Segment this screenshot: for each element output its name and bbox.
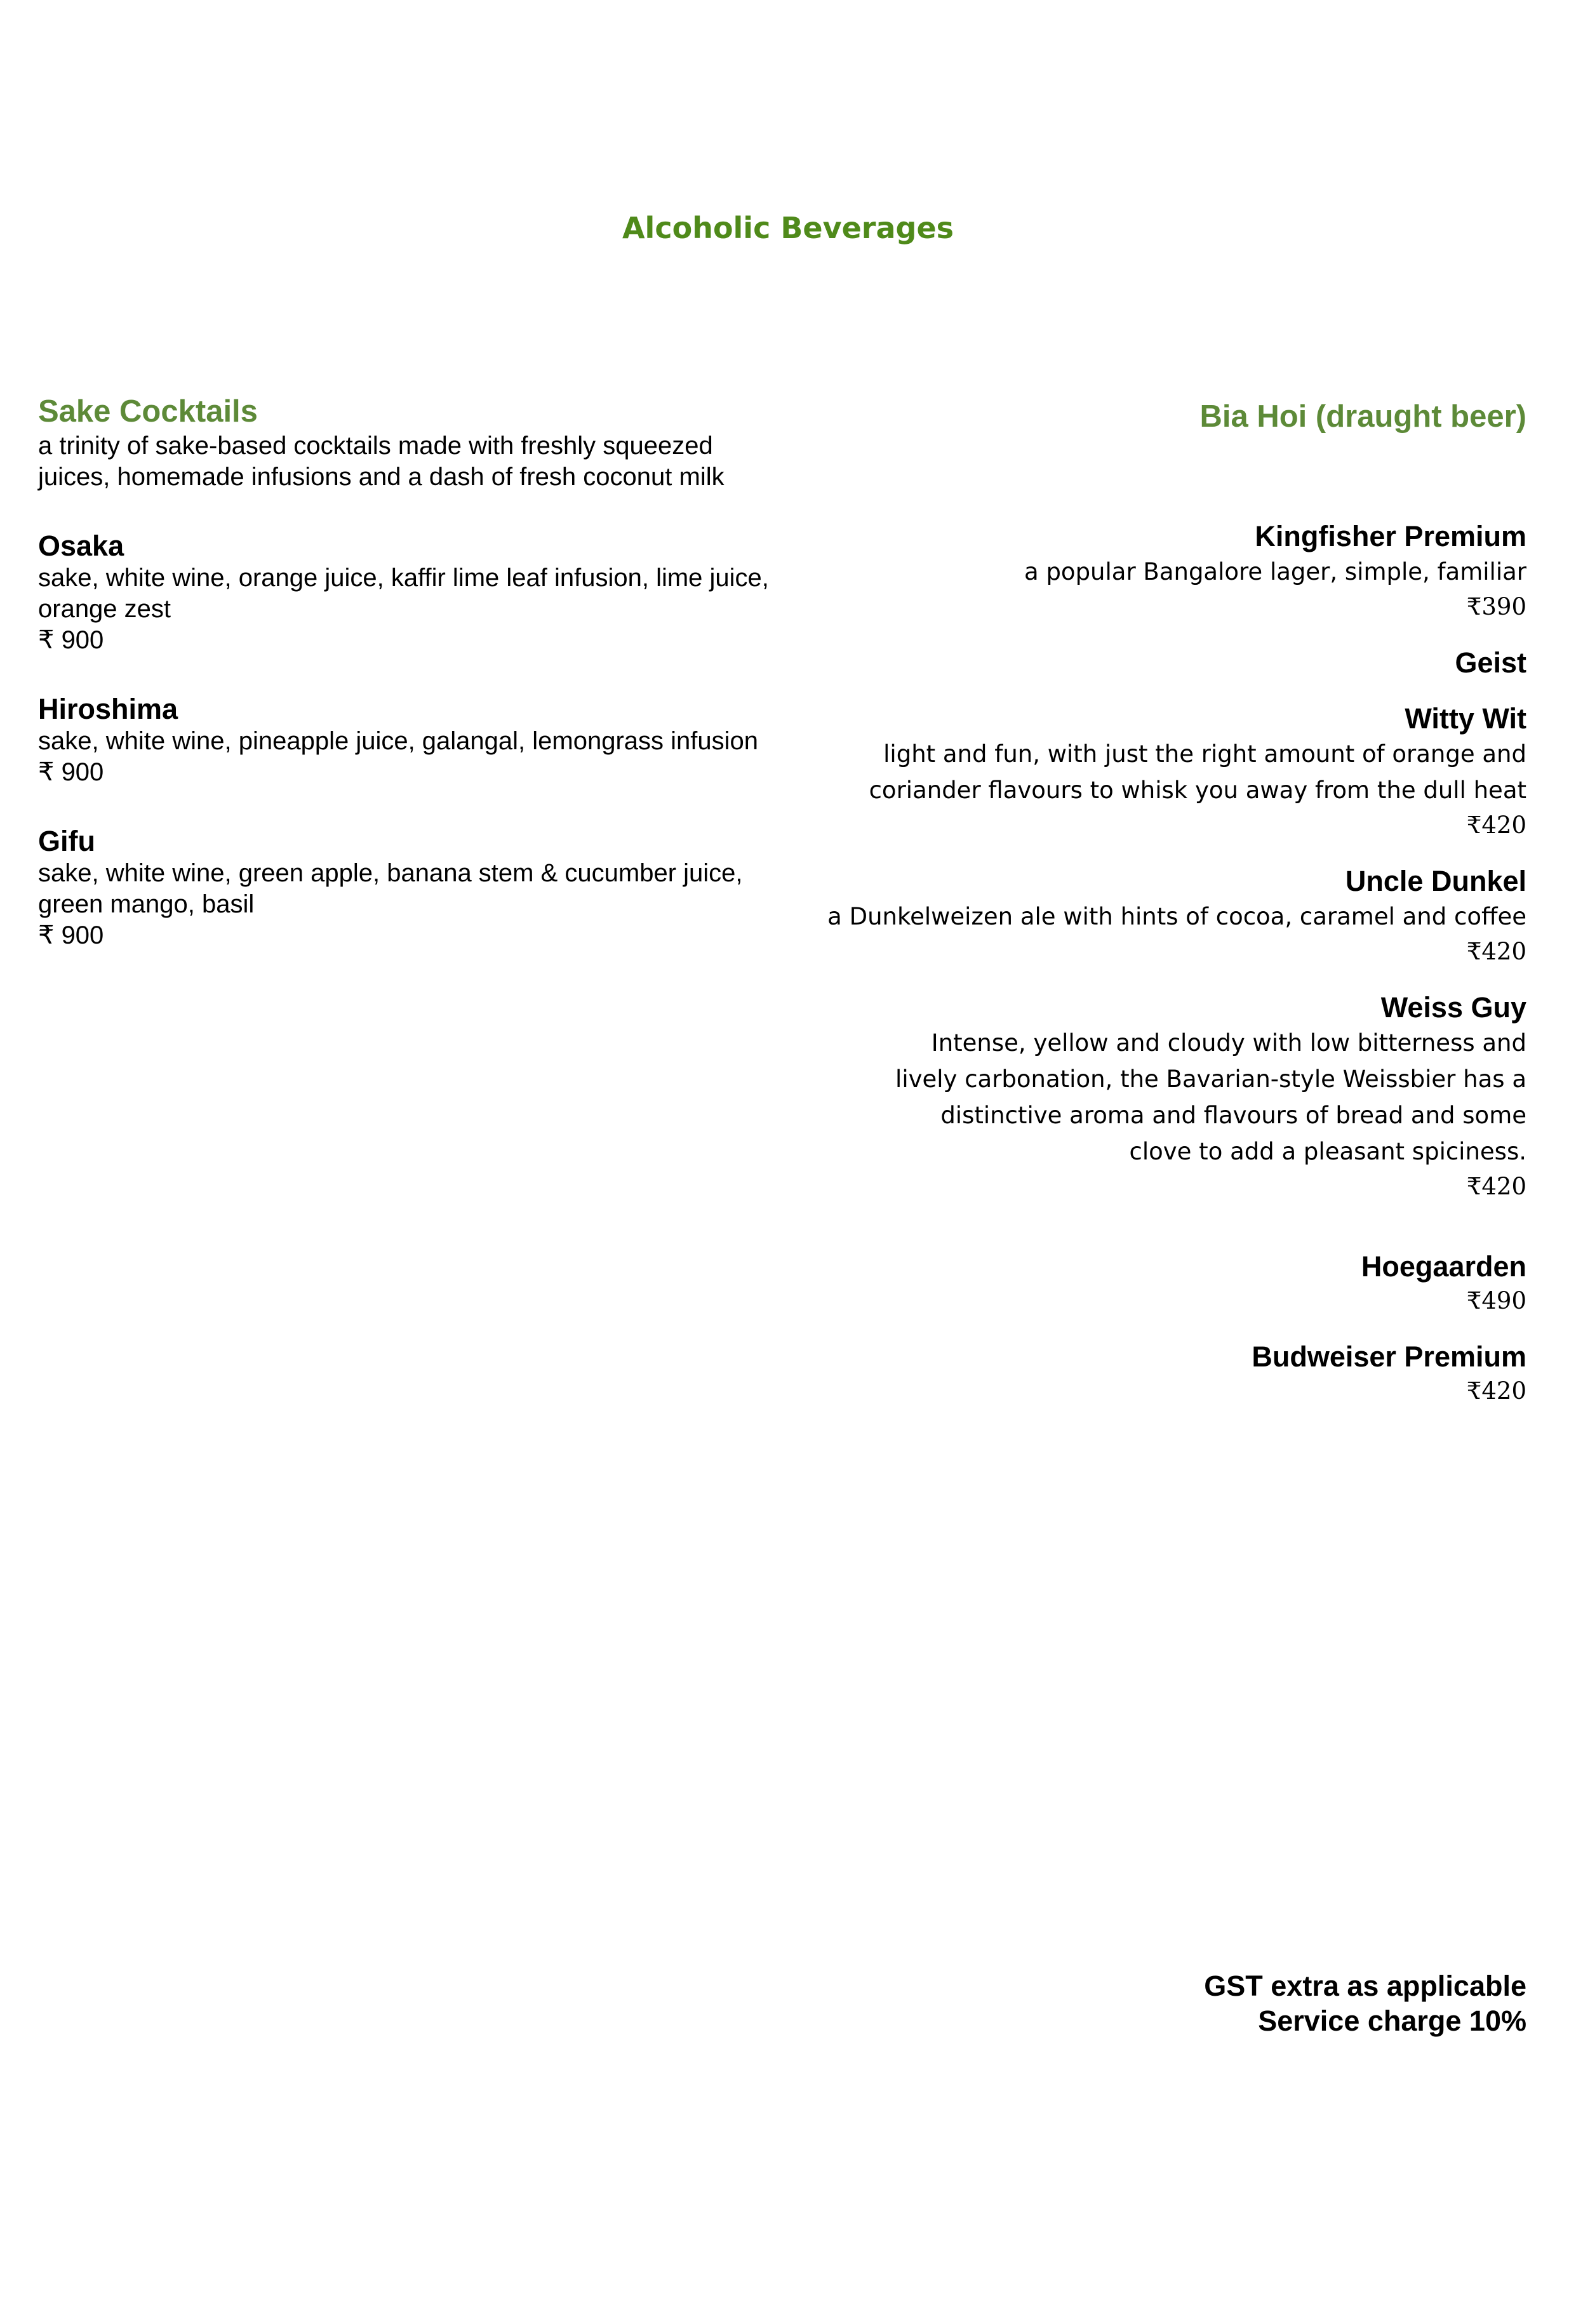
item-name: Uncle Dunkel xyxy=(1345,865,1526,898)
item-price: ₹ 900 xyxy=(38,921,104,950)
item-description: a popular Bangalore lager, simple, familiar xyxy=(1024,558,1526,586)
menu-item-budweiser-premium xyxy=(777,1340,1526,1408)
item-description: light and fun, with just the right amount of orange and coriander flavours to whisk you away from the dull heat xyxy=(869,740,1526,805)
beer-section-title: Bia Hoi (draught beer) xyxy=(1199,399,1526,434)
item-description: sake, white wine, orange juice, kaffir lime leaf infusion, lime juice, orange zest xyxy=(38,564,769,624)
menu-item-uncle-dunkel xyxy=(777,864,1526,969)
menu-item-weiss-guy xyxy=(777,991,1526,1204)
menu-item-osaka xyxy=(38,530,787,656)
footer-notes xyxy=(1204,1968,1526,2038)
draught-beer-section xyxy=(777,399,1526,1430)
item-description: sake, white wine, green apple, banana stem & cucumber juice, green mango, basil xyxy=(38,859,743,919)
sake-cocktails-section xyxy=(38,394,787,951)
gst-note: GST extra as applicable xyxy=(1204,1970,1526,2002)
sake-section-description: a trinity of sake-based cocktails made with freshly squeezed juices, homemade infusions and a dash of fresh coconut milk xyxy=(38,432,725,491)
item-price: ₹390 xyxy=(1466,593,1526,621)
item-price: ₹420 xyxy=(1466,1377,1526,1405)
item-name: Osaka xyxy=(38,530,124,563)
item-price: ₹ 900 xyxy=(38,626,104,655)
menu-item-kingfisher-premium xyxy=(777,519,1526,624)
item-name: Hoegaarden xyxy=(1361,1250,1526,1283)
menu-item-hoegaarden xyxy=(777,1250,1526,1318)
sake-section-title: Sake Cocktails xyxy=(38,394,258,429)
item-name: Witty Wit xyxy=(1405,702,1526,735)
beer-list xyxy=(777,519,1526,1408)
item-description: sake, white wine, pineapple juice, galangal, lemongrass infusion xyxy=(38,727,759,756)
item-name: Hiroshima xyxy=(38,693,178,726)
menu-item-gifu xyxy=(38,825,787,951)
item-name: Gifu xyxy=(38,825,95,858)
item-price: ₹490 xyxy=(1466,1287,1526,1315)
item-price: ₹420 xyxy=(1466,938,1526,966)
page-title: Alcoholic Beverages xyxy=(622,211,954,245)
menu-item-witty-wit xyxy=(777,702,1526,843)
item-price: ₹420 xyxy=(1466,811,1526,839)
menu-item-hiroshima xyxy=(38,693,787,788)
item-price: ₹ 900 xyxy=(38,758,104,787)
item-name: Kingfisher Premium xyxy=(1255,520,1526,553)
item-description: Intense, yellow and cloudy with low bitterness and lively carbonation, the Bavarian-style Weissbier has a distinctive aroma and flavours of bread and some clove to add a pleasant spiciness. xyxy=(895,1029,1526,1166)
service-charge-note: Service charge 10% xyxy=(1258,2005,1526,2037)
item-description: a Dunkelweizen ale with hints of cocoa, caramel and coffee xyxy=(827,903,1526,931)
item-name: Weiss Guy xyxy=(1380,991,1526,1024)
geist-subheading: Geist xyxy=(1455,646,1526,679)
item-name: Budweiser Premium xyxy=(1252,1340,1526,1373)
item-price: ₹420 xyxy=(1466,1173,1526,1201)
